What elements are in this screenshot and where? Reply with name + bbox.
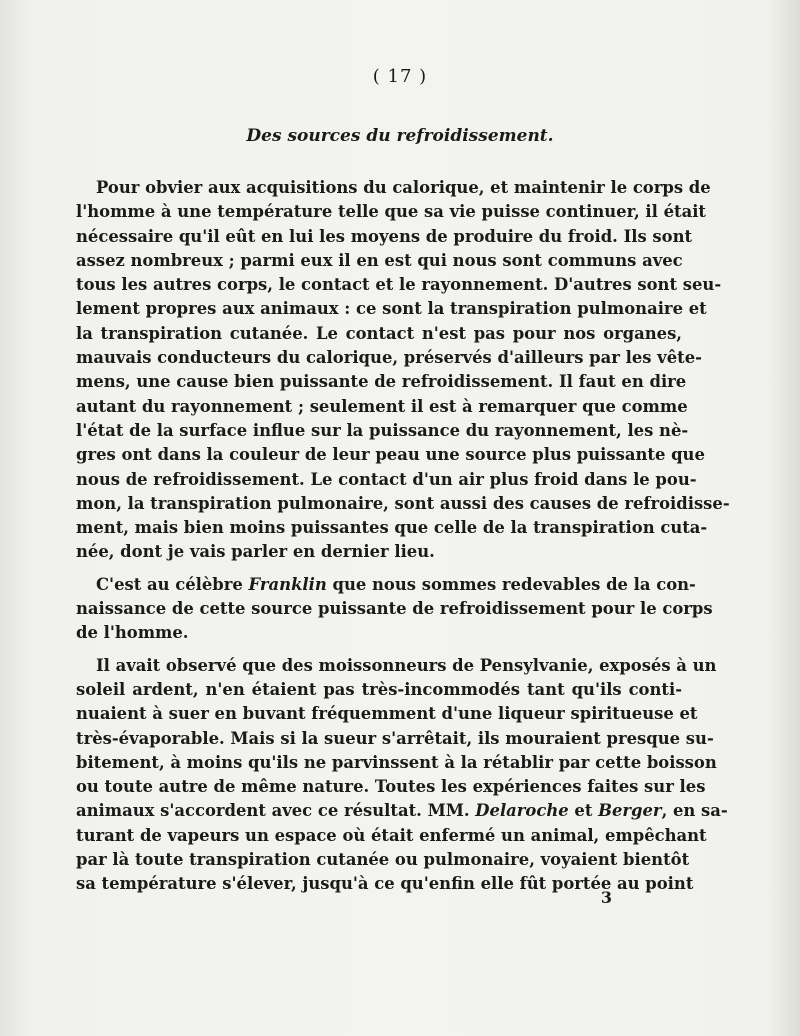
text-line: nuaient à suer en buvant fréquemment d'une liqueur spiritueuse et (76, 704, 698, 724)
text-line: Pour obvier aux acquisitions du calorique, et maintenir le corps de (96, 178, 711, 197)
person-name-franklin: Franklin (248, 574, 327, 594)
text-run: animaux s'accordent avec ce résultat. MM. (76, 801, 476, 821)
text-line: nécessaire qu'il eût en lui les moyens de produire du froid. Ils sont (76, 226, 693, 246)
text-run: que nous sommes redevables de la con- (326, 574, 696, 594)
text-line (76, 799, 728, 823)
text-line: bitement, à moins qu'ils ne parvinssent à la rétablir par cette boisson (76, 752, 717, 772)
text-line: gres ont dans la couleur de leur peau une source plus puissante que (76, 445, 705, 465)
section-title: Des sources du refroidissement. (246, 126, 554, 146)
text-line: mauvais conducteurs du calorique, préservés d'ailleurs par les vête- (76, 348, 702, 368)
text-line: nous de refroidissement. Le contact d'un air plus froid dans le pou- (76, 469, 697, 489)
text-line: tous les autres corps, le contact et le rayonnement. D'autres sont seu- (76, 275, 722, 295)
page-number: ( 17 ) (372, 66, 428, 87)
text-line: turant de vapeurs un espace où était enfermé un animal, empêchant (76, 825, 707, 845)
text-run: C'est au célèbre (96, 574, 249, 594)
text-line: soleil ardent, n'en étaient pas très-incommodés tant qu'ils conti- (76, 679, 682, 699)
text-line: autant du rayonnement ; seulement il est à remarquer que comme (76, 396, 688, 416)
text-line: Il avait observé que des moissonneurs de Pensylvanie, exposés à un (96, 655, 717, 675)
text-line: assez nombreux ; parmi eux il en est qui nous sont communs avec (76, 250, 683, 270)
paragraph-2 (76, 573, 713, 646)
text-line: l'homme à une température telle que sa vie puisse continuer, il était (76, 202, 707, 222)
person-name-berger: Berger (598, 801, 662, 821)
paragraph-3 (76, 654, 728, 897)
text-run: et (568, 801, 599, 821)
text-run: , en sa- (661, 801, 728, 821)
text-line: de l'homme. (76, 623, 189, 643)
text-line: mens, une cause bien puissante de refroidissement. Il faut en dire (76, 372, 687, 392)
body-text (76, 176, 730, 905)
text-line (76, 573, 696, 597)
text-line: sa température s'élever, jusqu'à ce qu'enfin elle fût portée au point (76, 874, 694, 894)
signature-mark: 3 (600, 888, 612, 907)
text-line: très-évaporable. Mais si la sueur s'arrêtait, ils mouraient presque su- (76, 728, 714, 748)
person-name-delaroche: Delaroche (475, 801, 569, 821)
text-line: par là toute transpiration cutanée ou pulmonaire, voyaient bientôt (76, 850, 690, 870)
text-line: naissance de cette source puissante de refroidissement pour le corps (76, 599, 713, 619)
text-line: née, dont je vais parler en dernier lieu. (76, 542, 435, 562)
paragraph-1 (76, 176, 730, 565)
text-line: mon, la transpiration pulmonaire, sont aussi des causes de refroidisse- (76, 493, 730, 513)
text-line: lement propres aux animaux : ce sont la transpiration pulmonaire et (76, 299, 707, 319)
text-line: ment, mais bien moins puissantes que celle de la transpiration cuta- (76, 518, 708, 538)
text-line: l'état de la surface influe sur la puissance du rayonnement, les nè- (76, 420, 689, 440)
text-line: ou toute autre de même nature. Toutes les expériences faites sur les (76, 777, 706, 797)
text-line: la transpiration cutanée. Le contact n'est pas pour nos organes, (76, 323, 682, 343)
